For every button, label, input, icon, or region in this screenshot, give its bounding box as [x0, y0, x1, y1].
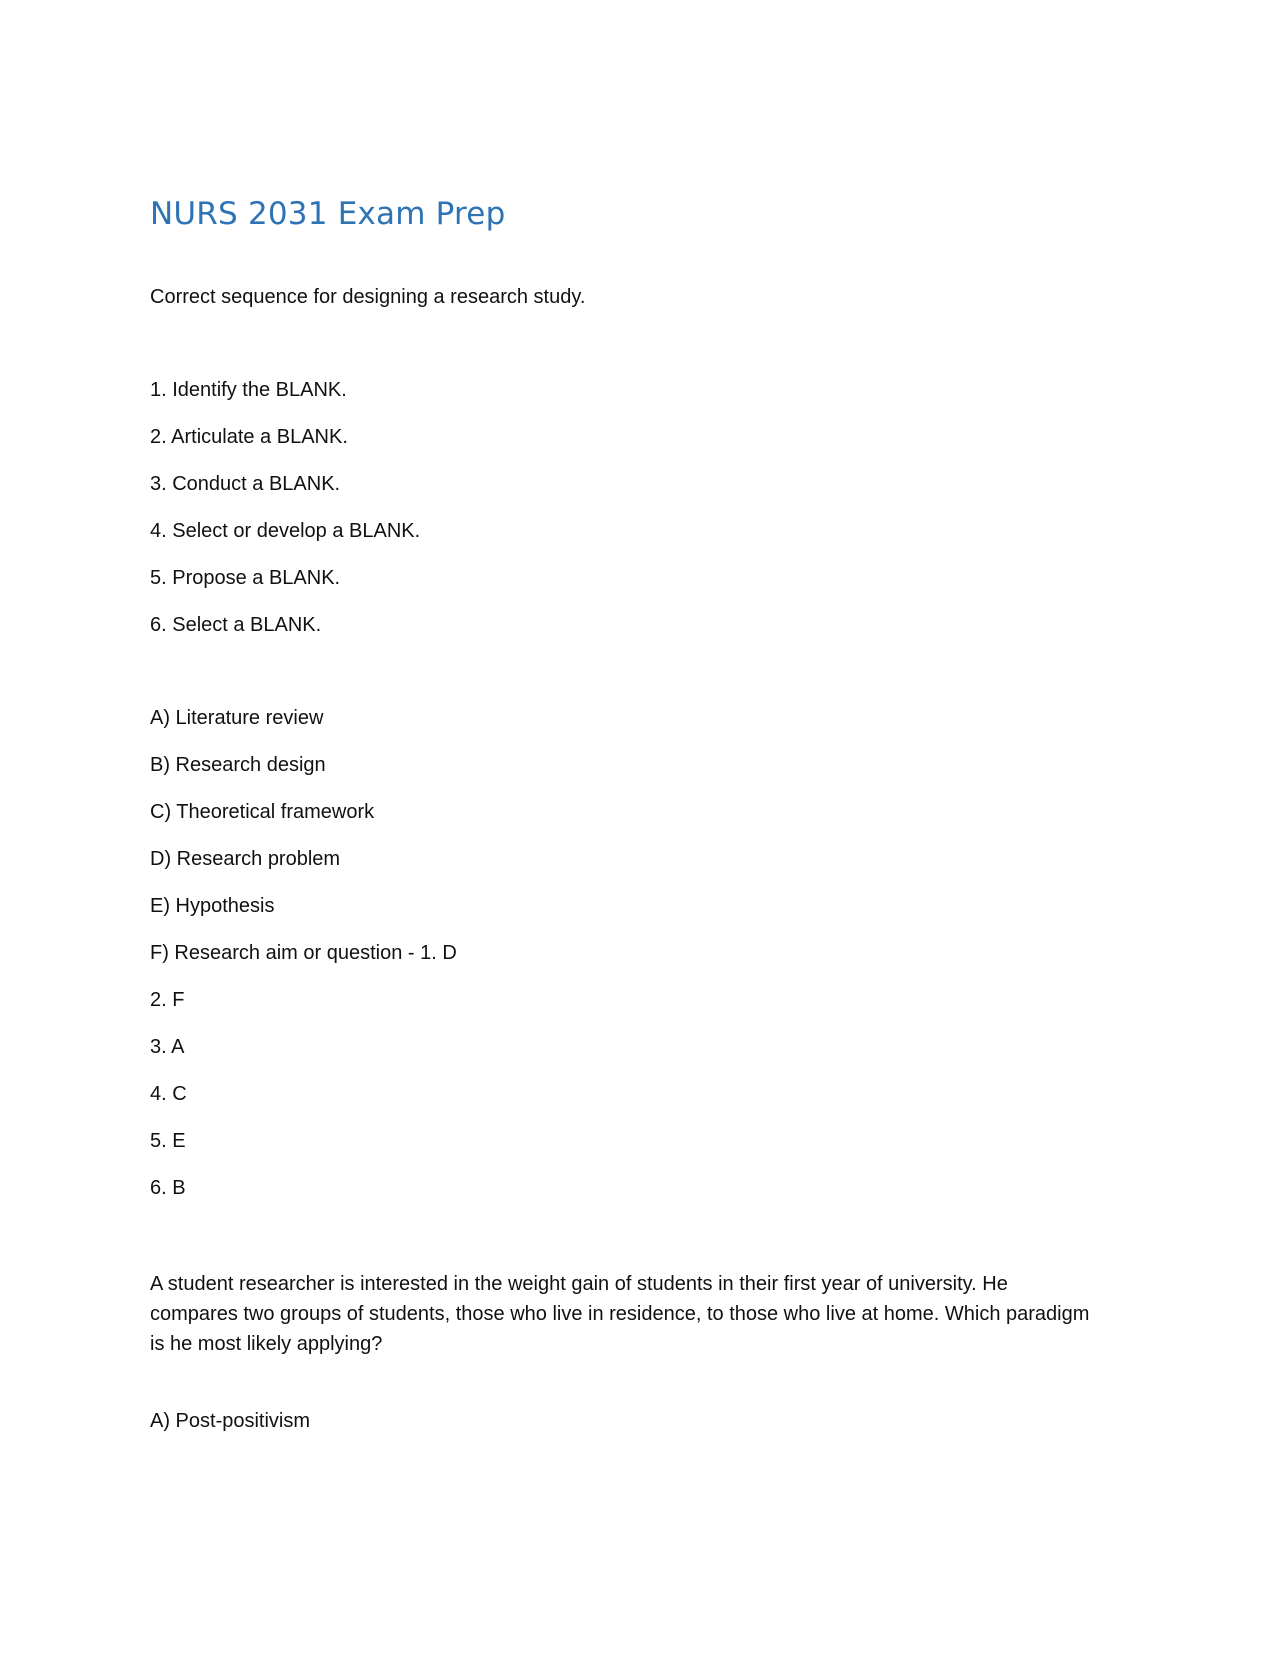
answer-item: 3. A	[150, 1036, 185, 1059]
document-content	[150, 196, 1090, 1456]
step-item: 3. Conduct a BLANK.	[150, 473, 341, 496]
answer-item: 6. B	[150, 1177, 186, 1200]
step-item: 4. Select or develop a BLANK.	[150, 520, 421, 543]
answer-item: 2. F	[150, 989, 185, 1012]
option-item: D) Research problem	[150, 848, 341, 871]
document-title: NURS 2031 Exam Prep	[150, 196, 506, 232]
step-item: 5. Propose a BLANK.	[150, 567, 341, 590]
option-item: F) Research aim or question - 1. D	[150, 942, 457, 965]
option-item: C) Theoretical framework	[150, 801, 375, 824]
option-item: E) Hypothesis	[150, 895, 275, 918]
spacer	[150, 332, 1090, 378]
spacer	[150, 1359, 1090, 1409]
option-item: A) Post-positivism	[150, 1410, 311, 1433]
question-1-prompt: Correct sequence for designing a research study.	[150, 286, 586, 309]
step-item: 1. Identify the BLANK.	[150, 379, 347, 402]
spacer	[150, 660, 1090, 706]
answer-item: 5. E	[150, 1130, 186, 1153]
step-item: 2. Articulate a BLANK.	[150, 426, 348, 449]
option-item: A) Literature review	[150, 707, 324, 730]
option-item: B) Research design	[150, 754, 326, 777]
question-2-prompt: A student researcher is interested in the weight gain of students in their first year of university. He compares two groups of students, those who live in residence, to those who live at home. Which paradigm is he most likely applying?	[150, 1273, 1090, 1356]
spacer	[150, 1223, 1090, 1269]
answer-item: 4. C	[150, 1083, 187, 1106]
step-item: 6. Select a BLANK.	[150, 614, 322, 637]
